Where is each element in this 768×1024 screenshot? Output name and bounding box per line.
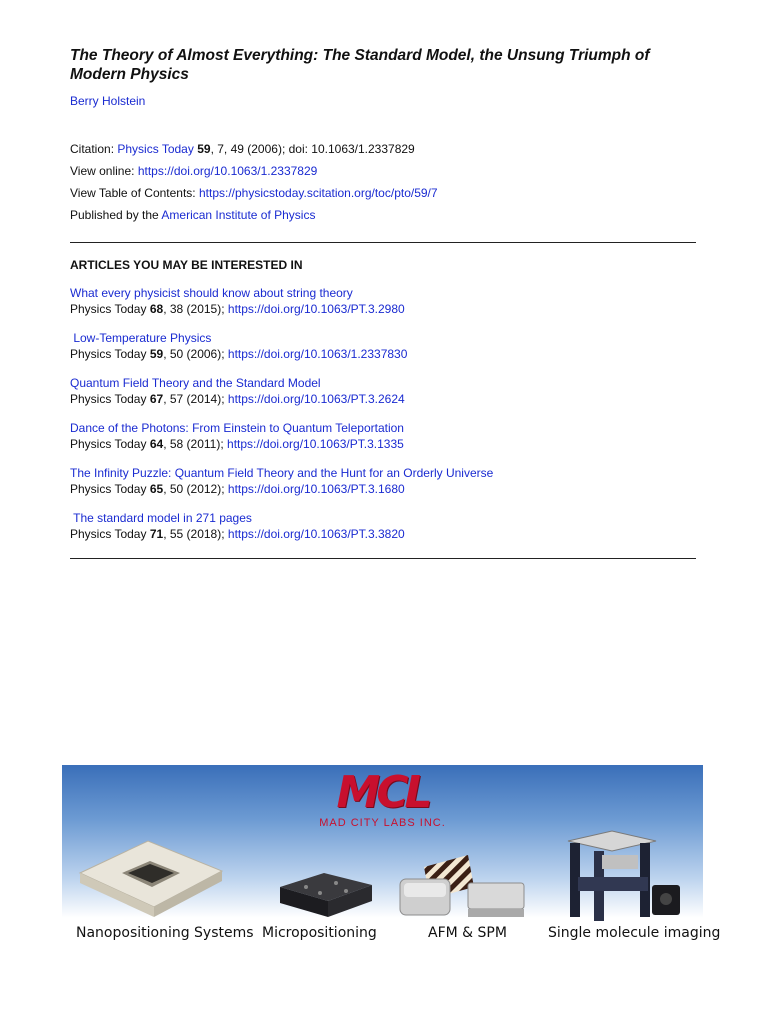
article-metadata xyxy=(70,138,696,226)
doi-link[interactable]: https://doi.org/10.1063/PT.3.1680 xyxy=(227,481,405,496)
article-ref xyxy=(70,482,696,498)
ref-rest: , 50 (2006); xyxy=(163,346,225,361)
ref-rest: , 55 (2018); xyxy=(163,526,225,541)
list-item xyxy=(70,286,696,317)
article-ref xyxy=(70,392,696,408)
article-ref xyxy=(70,347,696,363)
ref-journal: Physics Today xyxy=(70,346,147,361)
list-item xyxy=(70,331,696,362)
related-articles-heading: ARTICLES YOU MAY BE INTERESTED IN xyxy=(70,258,303,272)
citation-journal-link[interactable]: Physics Today xyxy=(117,142,194,156)
published-label: Published by the xyxy=(70,208,159,222)
list-item xyxy=(70,421,696,452)
ref-rest: , 50 (2012); xyxy=(163,481,225,496)
list-item xyxy=(70,466,696,497)
related-articles-list xyxy=(70,286,696,542)
ref-journal: Physics Today xyxy=(70,436,147,451)
citation-volume: 59 xyxy=(197,142,211,156)
author-link[interactable]: Berry Holstein xyxy=(70,94,146,108)
doi-link[interactable]: https://doi.org/10.1063/PT.3.3820 xyxy=(227,526,405,541)
ref-journal: Physics Today xyxy=(70,391,147,406)
single-molecule-microscope-image xyxy=(552,827,692,927)
view-online-line xyxy=(70,160,696,182)
ref-rest: , 57 (2014); xyxy=(163,391,225,406)
doi-link[interactable]: https://doi.org/10.1063/PT.3.1335 xyxy=(227,436,404,451)
list-item xyxy=(70,376,696,407)
citation-line xyxy=(70,138,696,160)
view-online-link[interactable]: https://doi.org/10.1063/1.2337829 xyxy=(137,164,318,178)
article-link[interactable]: Dance of the Photons: From Einstein to Quantum Teleportation xyxy=(70,421,404,435)
logo-mark: MCL xyxy=(336,767,429,818)
list-item xyxy=(70,511,696,542)
toc-line xyxy=(70,182,696,204)
published-line xyxy=(70,204,696,226)
ref-volume: 64 xyxy=(149,436,164,451)
doi-link[interactable]: https://doi.org/10.1063/PT.3.2624 xyxy=(227,391,405,406)
toc-link[interactable]: https://physicstoday.scitation.org/toc/pto/59/7 xyxy=(198,186,438,200)
logo-subtitle: MAD CITY LABS INC. xyxy=(319,817,446,829)
advertisement-banner[interactable] xyxy=(62,765,721,947)
article-ref xyxy=(70,527,696,543)
article-ref xyxy=(70,302,696,318)
micropositioning-stage-image xyxy=(276,867,376,923)
ad-label-afm-spm: AFM & SPM xyxy=(428,925,507,941)
ref-journal: Physics Today xyxy=(70,301,147,316)
article-title: The Theory of Almost Everything: The Standard Model, the Unsung Triumph of Modern Physics xyxy=(70,47,650,83)
document-page xyxy=(70,46,696,559)
ad-label-micropositioning: Micropositioning xyxy=(262,925,377,941)
divider-top xyxy=(70,242,696,243)
citation-rest: , 7, 49 (2006); doi: 10.1063/1.2337829 xyxy=(210,142,415,156)
article-link[interactable]: Low-Temperature Physics xyxy=(70,331,212,345)
ref-journal: Physics Today xyxy=(70,526,147,541)
divider-bottom xyxy=(70,558,696,559)
article-ref xyxy=(70,437,696,453)
brand-logo xyxy=(62,767,703,829)
ref-volume: 65 xyxy=(149,481,164,496)
doi-link[interactable]: https://doi.org/10.1063/PT.3.2980 xyxy=(227,301,405,316)
ref-volume: 71 xyxy=(149,526,164,541)
ref-rest: , 38 (2015); xyxy=(163,301,225,316)
ad-label-nanopositioning: Nanopositioning Systems xyxy=(76,925,254,941)
ref-volume: 59 xyxy=(149,346,164,361)
nanopositioning-stage-image xyxy=(76,833,226,925)
ref-journal: Physics Today xyxy=(70,481,147,496)
ad-label-single-molecule: Single molecule imaging xyxy=(548,925,721,941)
article-link[interactable]: What every physicist should know about string theory xyxy=(70,286,353,300)
afm-spm-image xyxy=(398,853,528,925)
ref-rest: , 58 (2011); xyxy=(163,436,224,451)
article-link[interactable]: Quantum Field Theory and the Standard Model xyxy=(70,376,321,390)
view-online-label: View online: xyxy=(70,164,135,178)
publisher-link[interactable]: American Institute of Physics xyxy=(161,208,316,222)
ref-volume: 68 xyxy=(149,301,164,316)
ref-volume: 67 xyxy=(149,391,164,406)
toc-label: View Table of Contents: xyxy=(70,186,196,200)
citation-label: Citation: xyxy=(70,142,115,156)
doi-link[interactable]: https://doi.org/10.1063/1.2337830 xyxy=(227,346,408,361)
article-link[interactable]: The Infinity Puzzle: Quantum Field Theory and the Hunt for an Orderly Universe xyxy=(70,466,494,480)
article-link[interactable]: The standard model in 271 pages xyxy=(70,511,252,525)
